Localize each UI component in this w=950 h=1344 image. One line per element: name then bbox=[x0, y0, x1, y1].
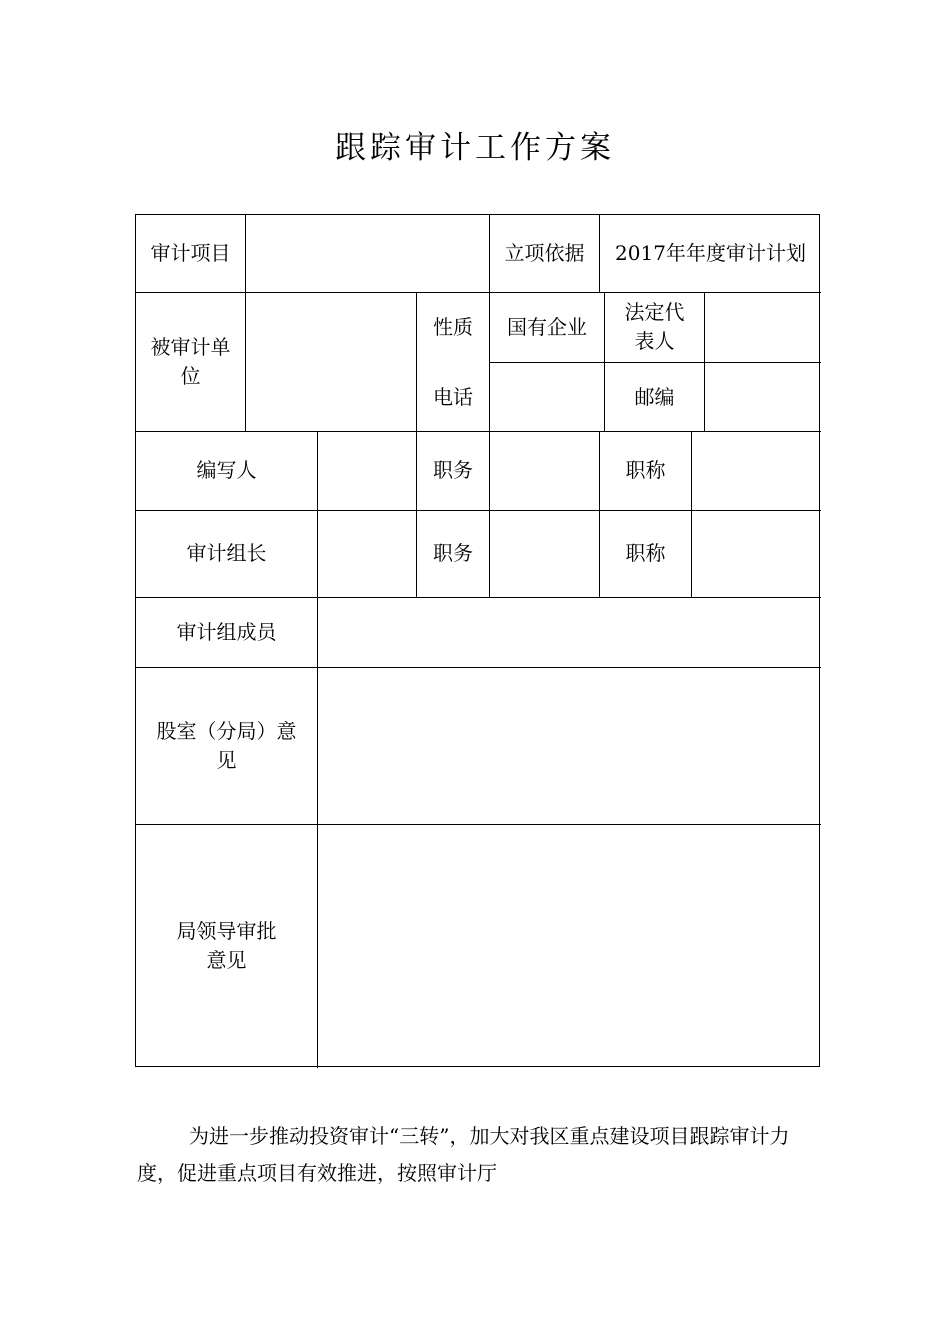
leader-title-field[interactable] bbox=[692, 510, 821, 597]
postcode-label: 邮编 bbox=[634, 384, 675, 409]
writer-title-field[interactable] bbox=[692, 431, 821, 510]
phone-label: 电话 bbox=[433, 384, 473, 409]
leader-position-field[interactable] bbox=[490, 510, 599, 597]
legal-rep-field[interactable] bbox=[705, 292, 821, 362]
leader-title-label: 职称 bbox=[625, 541, 666, 565]
dept-opinion-field[interactable] bbox=[318, 667, 821, 824]
leader-label: 审计组长 bbox=[186, 541, 267, 565]
page-title: 跟踪审计工作方案 bbox=[335, 130, 615, 166]
audit-project-field[interactable] bbox=[246, 215, 489, 292]
bureau-opinion-label: 局领导审批意见 bbox=[176, 918, 277, 972]
bureau-opinion-field[interactable] bbox=[318, 824, 821, 1067]
nature-label: 性质 bbox=[433, 314, 473, 339]
audit-plan-form bbox=[135, 214, 820, 1067]
writer-field[interactable] bbox=[318, 431, 416, 510]
dept-opinion-label: 股室（分局）意见 bbox=[156, 718, 297, 772]
body-paragraph: 为进一步推动投资审计“三转”，加大对我区重点建设项目跟踪审计力度，促进重点项目有效推进，按照审计厅 bbox=[137, 1124, 790, 1185]
writer-title-label: 职称 bbox=[625, 458, 666, 482]
basis-value[interactable]: 2017年年度审计计划 bbox=[615, 241, 806, 265]
audit-project-label: 审计项目 bbox=[150, 241, 231, 265]
nature-value[interactable]: 国有企业 bbox=[507, 314, 587, 339]
writer-position-field[interactable] bbox=[490, 431, 599, 510]
leader-position-label: 职务 bbox=[433, 541, 473, 565]
members-label: 审计组成员 bbox=[176, 619, 277, 644]
leader-field[interactable] bbox=[318, 510, 416, 597]
phone-field[interactable] bbox=[490, 363, 604, 431]
writer-label: 编写人 bbox=[196, 458, 257, 482]
audited-unit-label: 被审计单位 bbox=[150, 334, 231, 388]
writer-position-label: 职务 bbox=[433, 458, 473, 482]
postcode-field[interactable] bbox=[705, 363, 821, 431]
members-field[interactable] bbox=[318, 597, 821, 667]
legal-rep-label: 法定代表人 bbox=[624, 300, 685, 353]
audited-unit-field[interactable] bbox=[246, 292, 416, 431]
basis-label: 立项依据 bbox=[504, 241, 585, 265]
